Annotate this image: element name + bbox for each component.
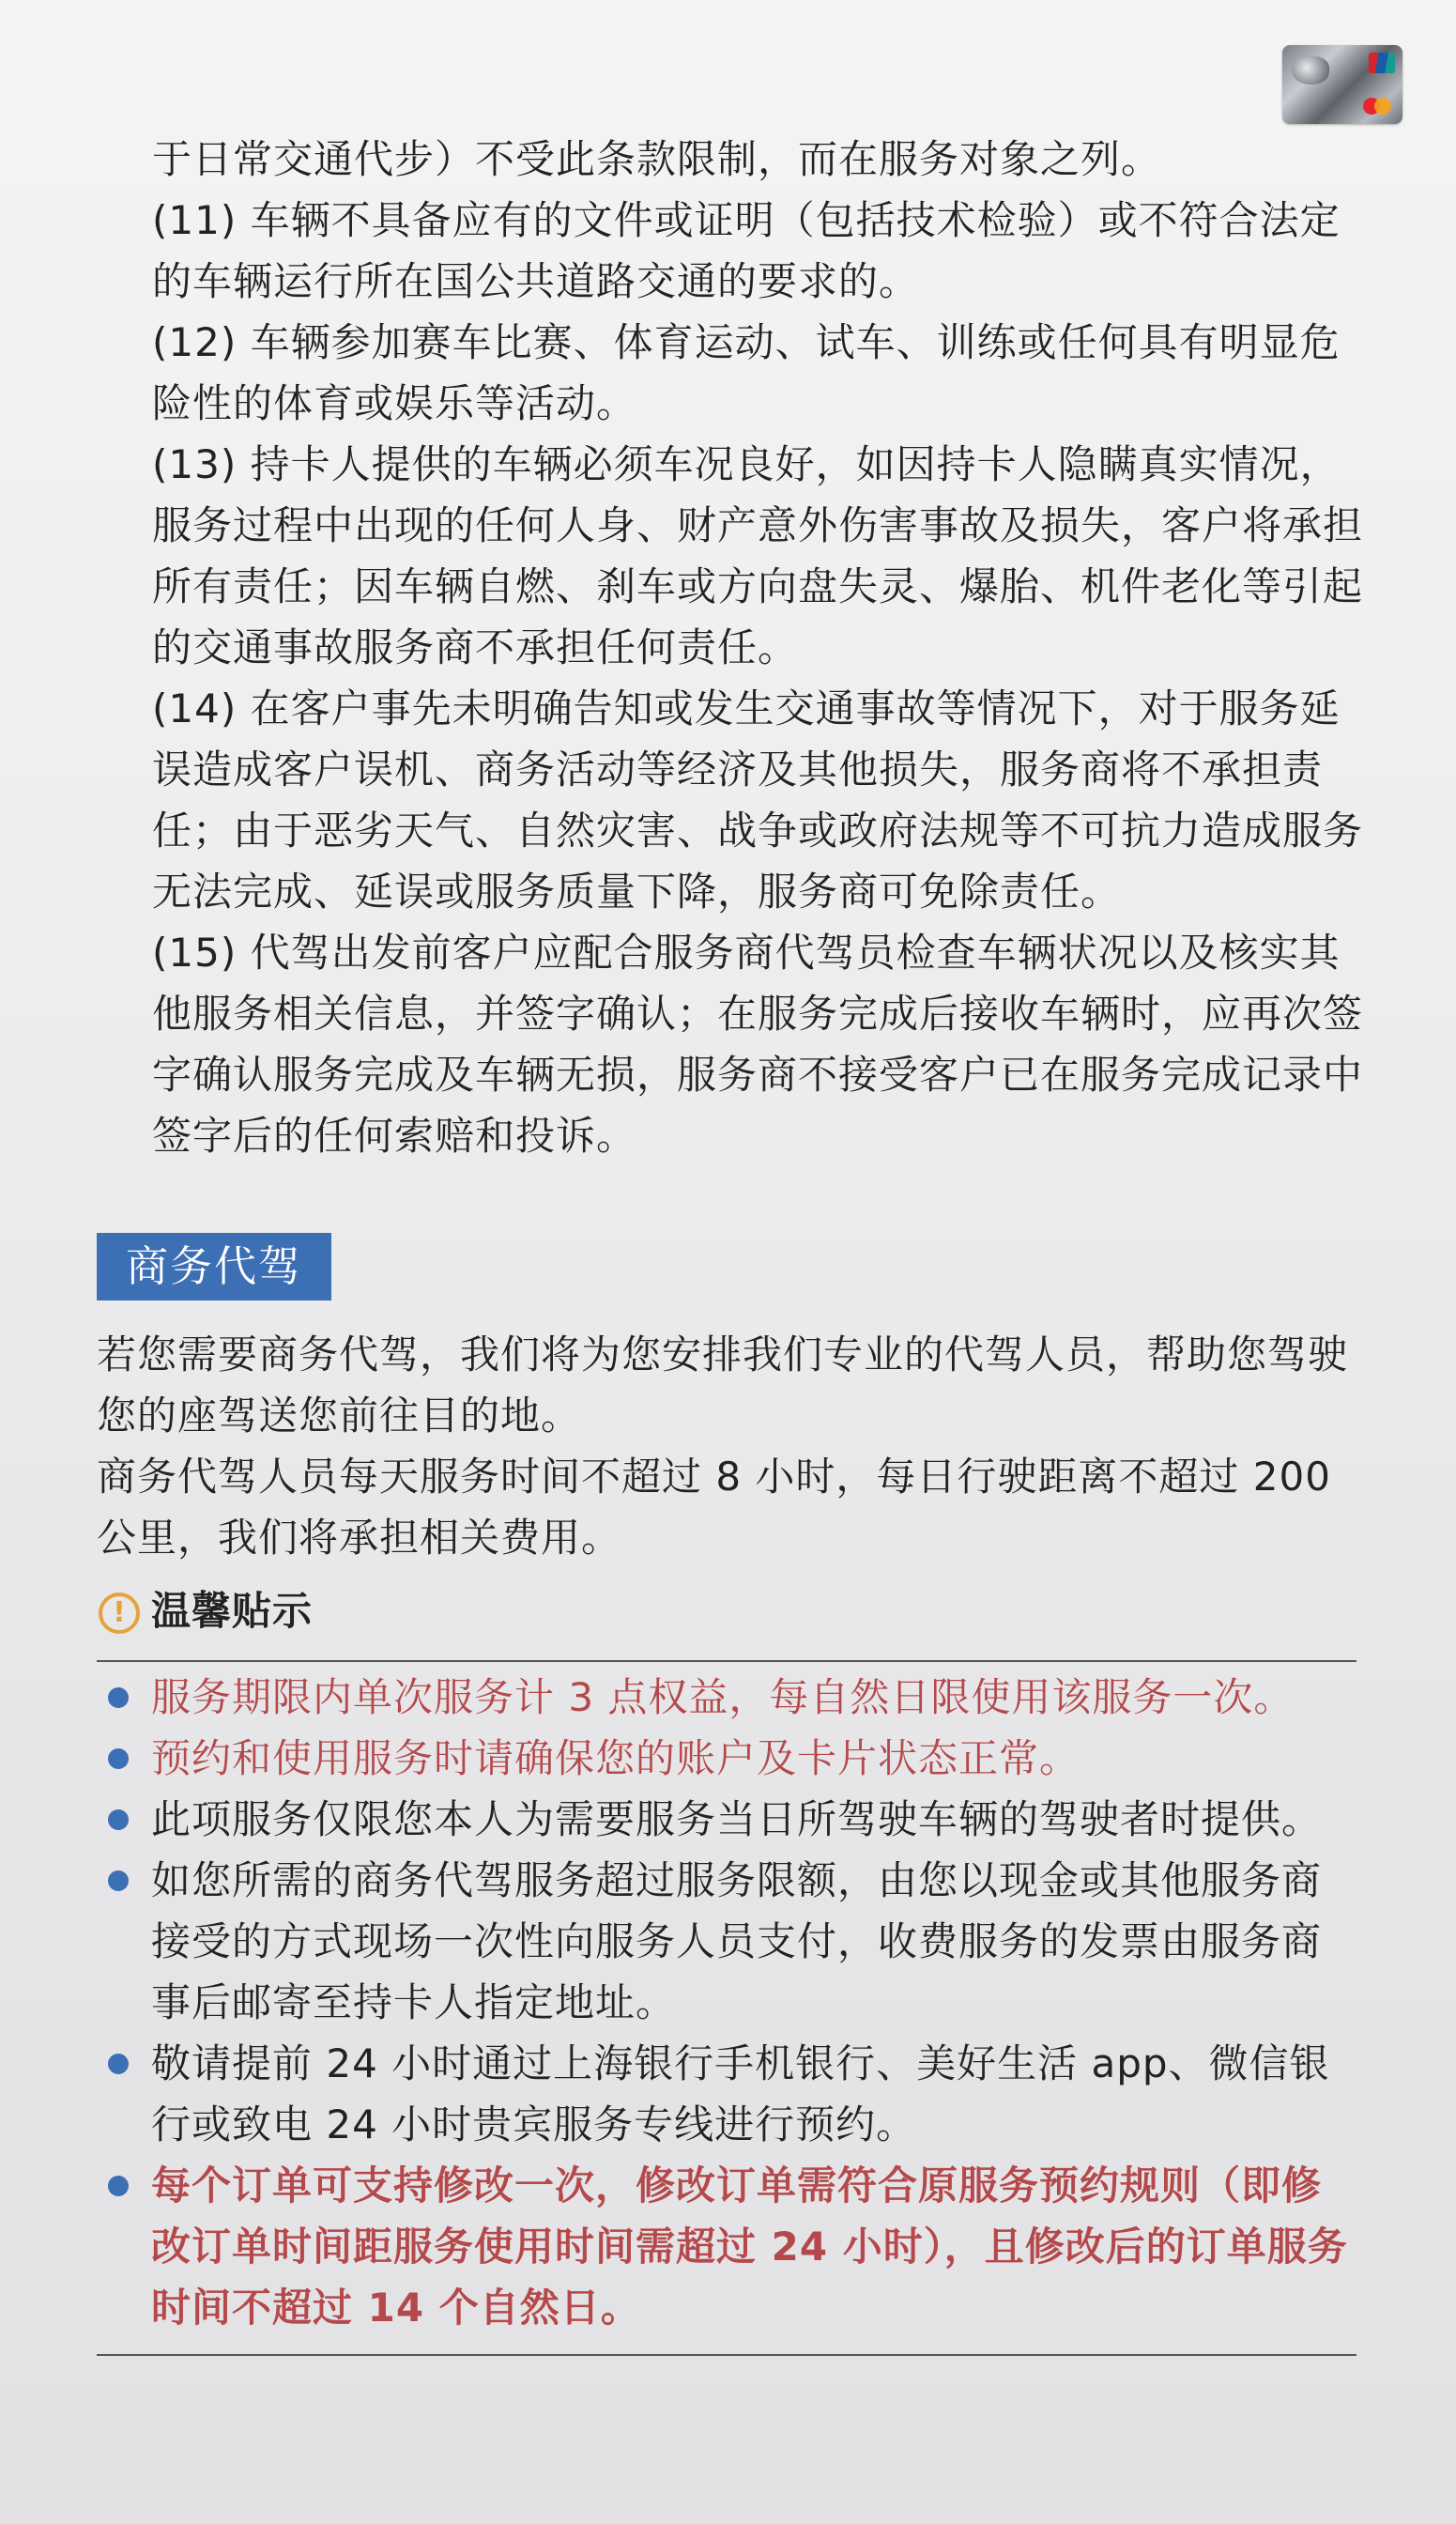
tip-text: 预约和使用服务时请确保您的账户及卡片状态正常。 bbox=[151, 1735, 1081, 1781]
term-text: 在客户事先未明确告知或发生交通事故等情况下，对于服务延误造成客户误机、商务活动等经济及其他损失，服务商将不承担责任；由于恶劣天气、自然灾害、战争或政府法规等不可抗力造成服务无法完成、延误或服务质量下降，服务商可免除责任。 bbox=[152, 685, 1364, 915]
term-number: (14) bbox=[152, 685, 238, 731]
intro-paragraph: 商务代驾人员每天服务时间不超过 8 小时，每日行驶距离不超过 200 公里，我们将承担相关费用。 bbox=[97, 1454, 1331, 1561]
card-emblem-icon bbox=[1292, 56, 1329, 85]
term-number: (12) bbox=[152, 319, 238, 365]
term-number: (11) bbox=[152, 197, 238, 243]
tips-list bbox=[97, 1667, 1356, 2338]
tips-header bbox=[97, 1585, 1356, 1662]
tip-item bbox=[97, 1728, 1356, 1789]
section-title: 商务代驾 bbox=[97, 1233, 331, 1300]
bullet-icon bbox=[108, 2176, 129, 2196]
term-text: 持卡人提供的车辆必须车况良好，如因持卡人隐瞒真实情况，服务过程中出现的任何人身、财产意外伤害事故及损失，客户将承担所有责任；因车辆自燃、刹车或方向盘失灵、爆胎、机件老化等引起的交通事故服务商不承担任何责任。 bbox=[152, 441, 1364, 670]
bank-card-thumbnail bbox=[1282, 45, 1402, 124]
term-number: (15) bbox=[152, 930, 238, 976]
tip-item bbox=[97, 1667, 1356, 1728]
tip-text: 此项服务仅限您本人为需要服务当日所驾驶车辆的驾驶者时提供。 bbox=[151, 1796, 1323, 1842]
bullet-icon bbox=[108, 1870, 129, 1891]
warning-icon: ! bbox=[99, 1593, 140, 1634]
tip-text: 敬请提前 24 小时通过上海银行手机银行、美好生活 app、微信银行或致电 24 小时贵宾服务专线进行预约。 bbox=[151, 2040, 1330, 2147]
term-item-12 bbox=[152, 312, 1363, 434]
tip-item bbox=[97, 1850, 1356, 2033]
bullet-icon bbox=[108, 1687, 129, 1708]
tip-text: 如您所需的商务代驾服务超过服务限额，由您以现金或其他服务商接受的方式现场一次性向服务人员支付，收费服务的发票由服务商事后邮寄至持卡人指定地址。 bbox=[151, 1857, 1323, 2025]
term-item-14 bbox=[152, 678, 1363, 922]
bullet-icon bbox=[108, 1809, 129, 1830]
term-text: 车辆参加赛车比赛、体育运动、试车、训练或任何具有明显危险性的体育或娱乐等活动。 bbox=[152, 319, 1341, 426]
term-text: 车辆不具备应有的文件或证明（包括技术检验）或不符合法定的车辆运行所在国公共道路交通的要求的。 bbox=[152, 197, 1341, 304]
tip-text: 每个订单可支持修改一次，修改订单需符合原服务预约规则（即修改订单时间距服务使用时间需超过 24 小时），且修改后的订单服务时间不超过 14 个自然日。 bbox=[151, 2162, 1348, 2331]
mastercard-logo-icon bbox=[1363, 98, 1395, 115]
bottom-divider bbox=[97, 2354, 1356, 2356]
bullet-icon bbox=[108, 1748, 129, 1769]
term-number: (13) bbox=[152, 441, 238, 487]
unionpay-logo-icon bbox=[1369, 53, 1395, 73]
tip-text: 服务期限内单次服务计 3 点权益，每自然日限使用该服务一次。 bbox=[151, 1674, 1295, 1720]
term-item-11 bbox=[152, 190, 1363, 312]
terms-list bbox=[152, 129, 1363, 1166]
section-intro bbox=[97, 1324, 1364, 1568]
terms-continuation: 于日常交通代步）不受此条款限制，而在服务对象之列。 bbox=[152, 136, 1162, 182]
tip-item bbox=[97, 1789, 1356, 1850]
term-item-13 bbox=[152, 434, 1363, 678]
tip-item bbox=[97, 2033, 1356, 2155]
term-item-15 bbox=[152, 922, 1363, 1166]
tip-item bbox=[97, 2155, 1356, 2338]
bullet-icon bbox=[108, 2054, 129, 2074]
tips-title: 温馨贴示 bbox=[151, 1588, 314, 1634]
intro-paragraph: 若您需要商务代驾，我们将为您安排我们专业的代驾人员，帮助您驾驶您的座驾送您前往目的地。 bbox=[97, 1331, 1349, 1439]
term-text: 代驾出发前客户应配合服务商代驾员检查车辆状况以及核实其他服务相关信息，并签字确认；在服务完成后接收车辆时，应再次签字确认服务完成及车辆无损，服务商不接受客户已在服务完成记录中签字后的任何索赔和投诉。 bbox=[152, 930, 1364, 1159]
